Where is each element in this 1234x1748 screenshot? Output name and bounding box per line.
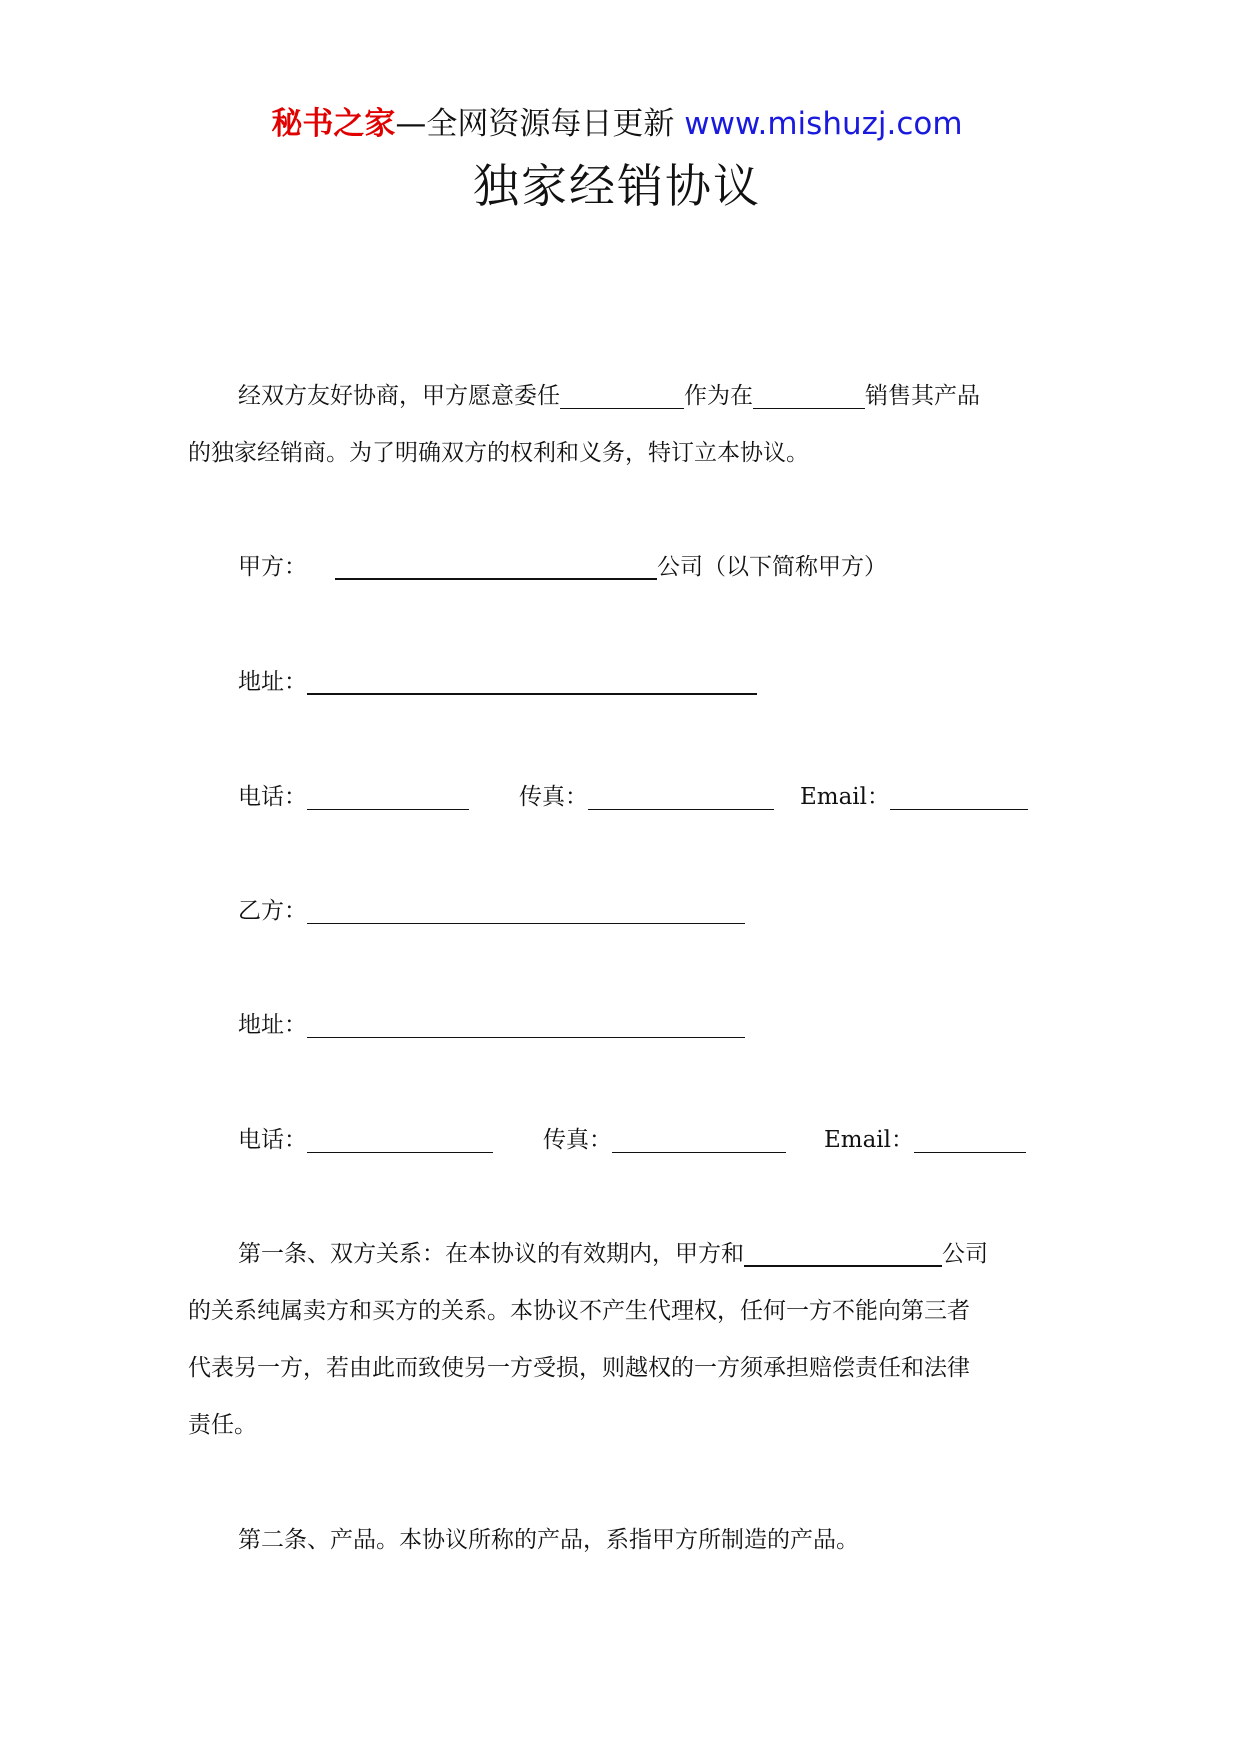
party-a-email-label: Email： [800, 784, 891, 810]
party-b-phone-field[interactable] [307, 1128, 493, 1153]
document-title: 独家经销协议 [473, 159, 761, 213]
party-b-phone-label: 电话： [238, 1127, 307, 1153]
party-a-suffix: 公司（以下简称甲方） [657, 554, 887, 580]
site-watermark-header [0, 104, 1234, 144]
intro-text-1: 经双方友好协商，甲方愿意委任 [238, 383, 560, 409]
party-b-label: 乙方： [238, 898, 307, 924]
article-2-line: 第二条、产品。本协议所称的产品，系指甲方所制造的产品。 [238, 1527, 859, 1553]
party-b-contact-row [238, 1125, 1026, 1155]
article-1-text-2: 公司 [942, 1241, 988, 1267]
party-a-fax-label: 传真： [519, 784, 588, 810]
appointee-blank[interactable] [560, 384, 684, 409]
article-1-text-1: 第一条、双方关系：在本协议的有效期内，甲方和 [238, 1241, 744, 1267]
article-1-line-3: 代表另一方，若由此而致使另一方受损，则越权的一方须承担赔偿责任和法律 [188, 1355, 970, 1381]
intro-text-3: 销售其产品 [865, 383, 980, 409]
party-b-address-row [238, 1010, 745, 1040]
intro-text-2: 作为在 [684, 383, 753, 409]
party-a-address-label: 地址： [238, 669, 307, 695]
party-a-row [238, 552, 887, 582]
party-b-address-field[interactable] [307, 1013, 745, 1038]
article-1-company-blank[interactable] [744, 1241, 942, 1267]
party-b-fax-field[interactable] [612, 1128, 786, 1153]
party-a-label: 甲方： [238, 554, 307, 580]
article-1-line-1 [238, 1239, 988, 1269]
party-b-address-label: 地址： [238, 1012, 307, 1038]
party-a-contact-row [238, 782, 1028, 812]
party-a-address-row [238, 667, 757, 697]
party-b-row [238, 896, 745, 926]
intro-line-1 [238, 381, 980, 411]
party-b-fax-label: 传真： [543, 1127, 612, 1153]
party-a-fax-field[interactable] [588, 785, 774, 810]
brand-tagline: —全网资源每日更新 [395, 106, 675, 142]
article-1-line-2: 的关系纯属卖方和买方的关系。本协议不产生代理权，任何一方不能向第三者 [188, 1298, 970, 1324]
party-a-phone-field[interactable] [307, 785, 469, 810]
site-url[interactable]: www.mishuzj.com [684, 106, 963, 142]
party-b-name-field[interactable] [307, 899, 745, 924]
article-1-line-4: 责任。 [188, 1412, 257, 1438]
territory-blank[interactable] [753, 384, 865, 409]
party-a-phone-label: 电话： [238, 784, 307, 810]
party-b-email-field[interactable] [914, 1128, 1026, 1153]
party-a-email-field[interactable] [890, 785, 1028, 810]
intro-line-2: 的独家经销商。为了明确双方的权利和义务，特订立本协议。 [188, 440, 809, 466]
party-a-name-field[interactable] [335, 554, 657, 580]
party-b-email-label: Email： [824, 1127, 915, 1153]
party-a-address-field[interactable] [307, 669, 757, 695]
brand-name: 秘书之家 [271, 106, 396, 142]
